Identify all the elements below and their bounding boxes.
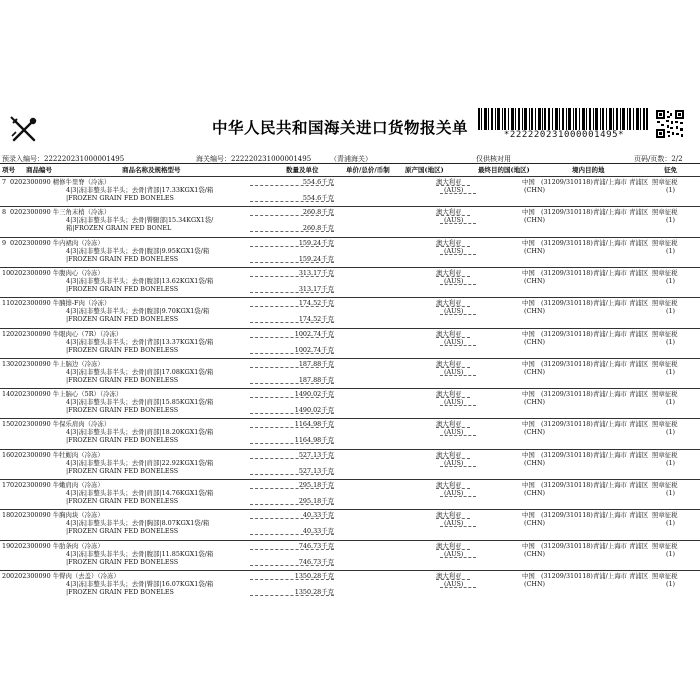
row-origin: 澳大利亚 bbox=[436, 511, 462, 520]
row-code-name: 0202300090 牛臀肉（去盖）（冷冻） bbox=[10, 571, 120, 580]
dashed-underline bbox=[436, 367, 470, 368]
row-code-name: 0202300090 牛内裙肉（冷冻） bbox=[10, 238, 104, 247]
row-spec-line2: |FROZEN GRAIN FED BONELESS bbox=[66, 254, 179, 263]
row-qty-legal: 1002.74千克 bbox=[294, 329, 334, 338]
row-separator bbox=[0, 267, 700, 268]
column-header-name-spec: 商品名称及规格型号 bbox=[122, 166, 181, 174]
row-origin-code: (AUS) bbox=[444, 428, 464, 437]
row-domestic-destination: (31209/310118)青浦/上海市 青浦区 bbox=[541, 541, 649, 550]
dashed-underline bbox=[440, 314, 476, 315]
dashed-underline bbox=[440, 496, 476, 497]
dashed-underline bbox=[250, 549, 334, 550]
dashed-underline bbox=[436, 488, 470, 489]
table-row bbox=[0, 388, 700, 418]
row-seq: 9 bbox=[2, 238, 7, 247]
row-destination: 中国 bbox=[522, 359, 535, 368]
row-destination: 中国 bbox=[522, 541, 535, 550]
row-domestic-destination: (31209/310118)青浦/上海市 青浦区 bbox=[541, 481, 649, 489]
dashed-underline bbox=[440, 435, 476, 436]
row-origin-code: (AUS) bbox=[444, 367, 464, 376]
row-exemption-code: (1) bbox=[666, 549, 676, 558]
row-exemption: 照章征税 bbox=[652, 268, 678, 277]
dashed-underline bbox=[250, 474, 334, 475]
row-qty-legal: 1490.02千克 bbox=[294, 390, 334, 399]
row-spec-line1: 4|3|冻|非整头非半头；去骨|肩部|15.85KGX1袋/箱 bbox=[66, 398, 214, 407]
row-exemption-code: (1) bbox=[666, 307, 676, 316]
row-spec-line1: 4|3|冻|非整头非半头；去骨|肩部|22.92KGX1袋/箱 bbox=[66, 458, 214, 467]
row-code-name: 0202300090 牛三角末梢（冷冻） bbox=[10, 208, 111, 217]
customs-number: 海关编号：222220231000001495 bbox=[196, 155, 312, 163]
row-qty-legal: 554.6千克 bbox=[302, 178, 334, 186]
dashed-underline bbox=[250, 443, 334, 444]
row-qty-declared: 260.8千克 bbox=[302, 224, 334, 233]
column-header-domestic-destination: 境内目的地 bbox=[572, 166, 605, 174]
dashed-underline bbox=[250, 488, 334, 489]
row-destination: 中国 bbox=[522, 390, 535, 399]
row-origin: 澳大利亚 bbox=[436, 329, 462, 338]
table-row bbox=[0, 418, 700, 448]
dashed-underline bbox=[250, 397, 334, 398]
dashed-underline bbox=[250, 383, 334, 384]
table-row bbox=[0, 570, 700, 600]
row-exemption: 照章征税 bbox=[652, 359, 678, 368]
row-qty-declared: 159.24千克 bbox=[298, 254, 334, 263]
row-destination-code: (CHN) bbox=[524, 276, 546, 285]
row-destination-code: (CHN) bbox=[524, 367, 546, 376]
dashed-underline bbox=[250, 518, 334, 519]
row-domestic-destination: (31209/310118)青浦/上海市 青浦区 bbox=[541, 238, 649, 247]
row-domestic-destination: (31209/310118)青浦/上海市 青浦区 bbox=[541, 571, 649, 580]
barcode-icon bbox=[478, 108, 648, 130]
row-spec-line2: |FROZEN GRAIN FED BONELESS bbox=[66, 406, 179, 415]
row-origin-code: (AUS) bbox=[444, 519, 464, 528]
row-code-name: 0202300090 牛眼肉心（7R）（冷冻） bbox=[10, 329, 123, 338]
row-qty-legal: 159.24千克 bbox=[298, 238, 334, 247]
row-qty-declared: 527.13千克 bbox=[298, 466, 334, 475]
dashed-underline bbox=[436, 215, 470, 216]
row-origin: 澳大利亚 bbox=[436, 208, 462, 217]
row-qty-declared: 1490.02千克 bbox=[294, 406, 334, 415]
row-exemption: 照章征税 bbox=[652, 178, 678, 186]
dashed-underline bbox=[250, 427, 334, 428]
row-seq: 11 bbox=[2, 299, 11, 308]
row-destination: 中国 bbox=[522, 481, 535, 489]
row-spec-line2: |FROZEN GRAIN FED BONELES bbox=[66, 194, 174, 202]
row-spec-line2: |FROZEN GRAIN FED BONELESS bbox=[66, 436, 179, 445]
row-domestic-destination: (31209/310118)青浦/上海市 青浦区 bbox=[541, 359, 649, 368]
row-domestic-destination: (31209/310118)青浦/上海市 青浦区 bbox=[541, 390, 649, 399]
dashed-underline bbox=[436, 579, 470, 580]
column-header-hs-code: 商品编号 bbox=[26, 166, 52, 174]
dashed-underline bbox=[436, 518, 470, 519]
row-domestic-destination: (31209/310118)青浦/上海市 青浦区 bbox=[541, 208, 649, 217]
row-qty-legal: 174.52千克 bbox=[298, 299, 334, 308]
row-domestic-destination: (31209/310118)青浦/上海市 青浦区 bbox=[541, 420, 649, 429]
row-exemption-code: (1) bbox=[666, 246, 676, 255]
row-destination-code: (CHN) bbox=[524, 186, 546, 194]
column-header-price-currency: 单价/总价/币制 bbox=[346, 166, 390, 174]
row-origin-code: (AUS) bbox=[444, 549, 464, 558]
dashed-underline bbox=[250, 413, 334, 414]
row-exemption: 照章征税 bbox=[652, 450, 678, 459]
row-qty-declared: 313.17千克 bbox=[298, 284, 334, 293]
row-spec-line2: |FROZEN GRAIN FED BONELESS bbox=[66, 557, 179, 566]
row-qty-declared: 746.73千克 bbox=[298, 557, 334, 566]
row-qty-legal: 1164.98千克 bbox=[294, 420, 334, 429]
row-qty-legal: 187.88千克 bbox=[298, 359, 334, 368]
row-spec-line2: |FROZEN GRAIN FED BONELESS bbox=[66, 466, 179, 475]
row-qty-declared: 174.52千克 bbox=[298, 315, 334, 324]
dashed-underline bbox=[440, 587, 476, 588]
row-spec-line1: 4|3|冻|非整头非半头；去骨|腹部|13.62KGX1袋/箱 bbox=[66, 276, 214, 285]
row-qty-declared: 1164.98千克 bbox=[294, 436, 334, 445]
row-exemption: 照章征税 bbox=[652, 299, 678, 308]
row-origin: 澳大利亚 bbox=[436, 450, 462, 459]
qr-code-icon bbox=[656, 110, 684, 138]
row-code-name: 0202300090 牛上脑心（5R）（冷冻） bbox=[10, 390, 123, 399]
row-origin: 澳大利亚 bbox=[436, 481, 462, 489]
row-spec-line2: |FROZEN GRAIN FED BONELESS bbox=[66, 315, 179, 324]
row-separator bbox=[0, 358, 700, 359]
row-exemption-code: (1) bbox=[666, 428, 676, 437]
row-seq: 17 bbox=[2, 481, 11, 489]
row-seq: 16 bbox=[2, 450, 11, 459]
row-separator bbox=[0, 449, 700, 450]
row-spec-line1: 4|3|冻|非整头非半头；去骨|肩部|18.20KGX1袋/箱 bbox=[66, 428, 214, 437]
dashed-underline bbox=[436, 397, 470, 398]
row-origin: 澳大利亚 bbox=[436, 238, 462, 247]
row-qty-legal: 40.33千克 bbox=[302, 511, 334, 520]
table-row bbox=[0, 358, 700, 388]
row-qty-declared: 187.88千克 bbox=[298, 375, 334, 384]
dashed-underline bbox=[440, 254, 476, 255]
dashed-underline bbox=[250, 246, 334, 247]
row-exemption-code: (1) bbox=[666, 458, 676, 467]
row-qty-legal: 1350.28千克 bbox=[294, 571, 334, 580]
row-destination-code: (CHN) bbox=[524, 489, 546, 497]
row-spec-line2: 箱|FROZEN GRAIN FED BONEL bbox=[66, 224, 172, 233]
table-row bbox=[0, 479, 700, 509]
row-spec-line2: |FROZEN GRAIN FED BONELESS bbox=[66, 375, 179, 384]
row-code-name: 0202300090 牛牡蛎肉（冷冻） bbox=[10, 450, 104, 459]
column-header-final-destination: 最终目的国(地区) bbox=[478, 166, 530, 174]
row-seq: 14 bbox=[2, 390, 11, 399]
dashed-underline bbox=[250, 201, 334, 202]
row-destination: 中国 bbox=[522, 329, 535, 338]
preentry-number: 预录入编号：222220231000001495 bbox=[2, 155, 125, 163]
dashed-underline bbox=[250, 322, 334, 323]
row-domestic-destination: (31209/310118)青浦/上海市 青浦区 bbox=[541, 299, 649, 308]
dashed-underline bbox=[440, 405, 476, 406]
row-origin: 澳大利亚 bbox=[436, 390, 462, 399]
row-separator bbox=[0, 237, 700, 238]
row-separator bbox=[0, 176, 700, 177]
row-code-name: 0202300090 牛上脑边（冷冻） bbox=[10, 359, 104, 368]
row-exemption-code: (1) bbox=[666, 398, 676, 407]
row-origin-code: (AUS) bbox=[444, 246, 464, 255]
dashed-underline bbox=[440, 284, 476, 285]
row-origin: 澳大利亚 bbox=[436, 571, 462, 580]
dashed-underline bbox=[250, 534, 334, 535]
table-row bbox=[0, 449, 700, 479]
row-exemption: 照章征税 bbox=[652, 481, 678, 489]
row-seq: 19 bbox=[2, 541, 11, 550]
row-exemption: 照章征税 bbox=[652, 238, 678, 247]
row-separator bbox=[0, 540, 700, 541]
row-code-name: 0202300090 牛嫩肩肉（冷冻） bbox=[10, 481, 104, 489]
row-exemption: 照章征税 bbox=[652, 329, 678, 338]
row-exemption-code: (1) bbox=[666, 367, 676, 376]
dashed-underline bbox=[436, 427, 470, 428]
dashed-underline bbox=[440, 223, 476, 224]
table-row bbox=[0, 267, 700, 297]
column-header-qty-unit: 数量及单位 bbox=[286, 166, 319, 174]
dashed-underline bbox=[436, 276, 470, 277]
table-row bbox=[0, 328, 700, 358]
page-info: 页码/页数：2/2 bbox=[634, 155, 683, 163]
row-exemption: 照章征税 bbox=[652, 390, 678, 399]
row-exemption: 照章征税 bbox=[652, 541, 678, 550]
row-destination-code: (CHN) bbox=[524, 549, 546, 558]
dashed-underline bbox=[250, 215, 334, 216]
row-destination: 中国 bbox=[522, 511, 535, 520]
row-spec-line2: |FROZEN GRAIN FED BONELESS bbox=[66, 345, 179, 354]
row-spec-line1: 4|3|冻|非整头非半头；去骨|肩部|14.76KGX1袋/箱 bbox=[66, 489, 214, 497]
row-destination: 中国 bbox=[522, 268, 535, 277]
row-destination-code: (CHN) bbox=[524, 246, 546, 255]
row-code-name: 0202300090 牛腹肉心（冷冻） bbox=[10, 268, 104, 277]
row-destination: 中国 bbox=[522, 571, 535, 580]
table-row bbox=[0, 297, 700, 327]
row-spec-line1: 4|3|冻|非整头非半头；去骨|臀腿部|15.34KGX1袋/ bbox=[66, 216, 214, 225]
row-separator bbox=[0, 388, 700, 389]
row-code-name: 0202300090 精修牛里脊（冷冻） bbox=[10, 178, 111, 186]
row-origin-code: (AUS) bbox=[444, 579, 464, 588]
row-spec-line2: |FROZEN GRAIN FED BONELESS bbox=[66, 497, 179, 505]
row-origin: 澳大利亚 bbox=[436, 420, 462, 429]
row-seq: 18 bbox=[2, 511, 11, 520]
row-origin-code: (AUS) bbox=[444, 276, 464, 285]
row-destination: 中国 bbox=[522, 299, 535, 308]
row-origin-code: (AUS) bbox=[444, 307, 464, 316]
verification-note: 仅供核对用 bbox=[476, 155, 511, 163]
row-seq: 20 bbox=[2, 571, 11, 580]
row-qty-declared: 1002.74千克 bbox=[294, 345, 334, 354]
row-destination: 中国 bbox=[522, 208, 535, 217]
dashed-underline bbox=[440, 193, 476, 194]
table-row bbox=[0, 206, 700, 236]
row-spec-line1: 4|3|冻|非整头非半头；去骨|背部|17.33KGX1袋/箱 bbox=[66, 186, 214, 194]
dashed-underline bbox=[436, 549, 470, 550]
row-origin: 澳大利亚 bbox=[436, 299, 462, 308]
table-row bbox=[0, 509, 700, 539]
row-spec-line2: |FROZEN GRAIN FED BONELES bbox=[66, 587, 174, 596]
row-destination-code: (CHN) bbox=[524, 216, 546, 225]
row-domestic-destination: (31209/310118)青浦/上海市 青浦区 bbox=[541, 450, 649, 459]
row-qty-legal: 295.18千克 bbox=[298, 481, 334, 489]
table-row bbox=[0, 176, 700, 206]
column-header-exemption: 征免 bbox=[664, 166, 677, 174]
row-separator bbox=[0, 328, 700, 329]
dashed-underline bbox=[250, 504, 334, 505]
row-exemption: 照章征税 bbox=[652, 571, 678, 580]
row-destination-code: (CHN) bbox=[524, 579, 546, 588]
row-destination: 中国 bbox=[522, 420, 535, 429]
dashed-underline bbox=[250, 306, 334, 307]
row-domestic-destination: (31209/310118)青浦/上海市 青浦区 bbox=[541, 511, 649, 520]
row-seq: 8 bbox=[2, 208, 7, 217]
row-origin-code: (AUS) bbox=[444, 216, 464, 225]
column-header-origin: 原产国(地区) bbox=[405, 166, 444, 174]
row-spec-line1: 4|3|冻|非整头非半头；去骨|胸部|8.07KGX1袋/箱 bbox=[66, 519, 210, 528]
row-code-name: 0202300090 牛肋条肉（冷冻） bbox=[10, 541, 104, 550]
row-destination-code: (CHN) bbox=[524, 519, 546, 528]
row-destination: 中国 bbox=[522, 178, 535, 186]
row-seq: 12 bbox=[2, 329, 11, 338]
dashed-underline bbox=[250, 292, 334, 293]
row-separator bbox=[0, 479, 700, 480]
dashed-underline bbox=[436, 337, 470, 338]
row-exemption: 照章征税 bbox=[652, 420, 678, 429]
row-qty-legal: 527.13千克 bbox=[298, 450, 334, 459]
row-spec-line1: 4|3|冻|非整头非半头；去骨|肩部|17.08KGX1袋/箱 bbox=[66, 367, 214, 376]
row-spec-line1: 4|3|冻|非整头非半头；去骨|背部|13.37KGX1袋/箱 bbox=[66, 337, 214, 346]
row-destination-code: (CHN) bbox=[524, 458, 546, 467]
header-rule bbox=[0, 163, 700, 164]
row-origin: 澳大利亚 bbox=[436, 541, 462, 550]
dashed-underline bbox=[250, 353, 334, 354]
row-domestic-destination: (31209/310118)青浦/上海市 青浦区 bbox=[541, 329, 649, 338]
row-spec-line1: 4|3|冻|非整头非半头；去骨|臀部|16.07KGX1袋/箱 bbox=[66, 579, 214, 588]
row-spec-line2: |FROZEN GRAIN FED BONELESS bbox=[66, 284, 179, 293]
row-destination-code: (CHN) bbox=[524, 398, 546, 407]
row-exemption-code: (1) bbox=[666, 186, 676, 194]
row-origin-code: (AUS) bbox=[444, 458, 464, 467]
row-exemption-code: (1) bbox=[666, 337, 676, 346]
dashed-underline bbox=[250, 565, 334, 566]
table-row bbox=[0, 237, 700, 267]
dashed-underline bbox=[440, 526, 476, 527]
dashed-underline bbox=[440, 375, 476, 376]
customs-office: （青浦海关） bbox=[330, 155, 372, 163]
table-row bbox=[0, 540, 700, 570]
row-origin-code: (AUS) bbox=[444, 337, 464, 346]
row-destination: 中国 bbox=[522, 238, 535, 247]
row-seq: 13 bbox=[2, 359, 11, 368]
row-code-name: 0202300090 牛胸肉块（冷冻） bbox=[10, 511, 104, 520]
row-spec-line2: |FROZEN GRAIN FED BONELESS bbox=[66, 527, 179, 536]
row-qty-declared: 554.6千克 bbox=[302, 194, 334, 202]
row-destination-code: (CHN) bbox=[524, 337, 546, 346]
row-code-name: 0202300090 牛保乐肩肉（冷冻） bbox=[10, 420, 111, 429]
dashed-underline bbox=[250, 579, 334, 580]
row-qty-declared: 295.18千克 bbox=[298, 497, 334, 505]
row-destination-code: (CHN) bbox=[524, 428, 546, 437]
dashed-underline bbox=[250, 276, 334, 277]
document-title: 中华人民共和国海关进口货物报关单 bbox=[211, 118, 468, 137]
row-exemption: 照章征税 bbox=[652, 511, 678, 520]
dashed-underline bbox=[436, 306, 470, 307]
row-code-name: 0202300090 牛腩排-F肉（冷冻） bbox=[10, 299, 111, 308]
row-origin-code: (AUS) bbox=[444, 186, 464, 194]
row-spec-line1: 4|3|冻|非整头非半头；去骨|腹部|9.95KGX1袋/箱 bbox=[66, 246, 210, 255]
row-origin: 澳大利亚 bbox=[436, 178, 462, 186]
barcode-number: *222220231000001495* bbox=[503, 130, 625, 140]
dashed-underline bbox=[250, 458, 334, 459]
row-seq: 10 bbox=[2, 268, 11, 277]
row-qty-legal: 260.8千克 bbox=[302, 208, 334, 217]
dashed-underline bbox=[250, 595, 334, 596]
row-spec-line1: 4|3|冻|非整头非半头；去骨|腹部|11.85KGX1袋/箱 bbox=[66, 549, 214, 558]
row-origin: 澳大利亚 bbox=[436, 359, 462, 368]
column-header-seq: 项号 bbox=[2, 166, 15, 174]
dashed-underline bbox=[250, 337, 334, 338]
row-separator bbox=[0, 570, 700, 571]
row-origin-code: (AUS) bbox=[444, 489, 464, 497]
row-exemption-code: (1) bbox=[666, 579, 676, 588]
row-destination: 中国 bbox=[522, 450, 535, 459]
row-exemption-code: (1) bbox=[666, 519, 676, 528]
dashed-underline bbox=[436, 246, 470, 247]
row-destination-code: (CHN) bbox=[524, 307, 546, 316]
row-qty-legal: 313.17千克 bbox=[298, 268, 334, 277]
dashed-underline bbox=[436, 458, 470, 459]
dashed-underline bbox=[250, 231, 334, 232]
row-exemption: 照章征税 bbox=[652, 208, 678, 217]
row-qty-declared: 1350.28千克 bbox=[294, 587, 334, 596]
row-exemption-code: (1) bbox=[666, 276, 676, 285]
dashed-underline bbox=[250, 262, 334, 263]
row-exemption-code: (1) bbox=[666, 216, 676, 225]
dashed-underline bbox=[250, 185, 334, 186]
row-exemption-code: (1) bbox=[666, 489, 676, 497]
dashed-underline bbox=[440, 345, 476, 346]
row-seq: 7 bbox=[2, 178, 7, 186]
dashed-underline bbox=[440, 466, 476, 467]
row-seq: 15 bbox=[2, 420, 11, 429]
row-domestic-destination: (31209/310118)青浦/上海市 青浦区 bbox=[541, 178, 649, 186]
row-origin-code: (AUS) bbox=[444, 398, 464, 407]
row-domestic-destination: (31209/310118)青浦/上海市 青浦区 bbox=[541, 268, 649, 277]
row-qty-declared: 40.33千克 bbox=[302, 527, 334, 536]
dashed-underline bbox=[440, 557, 476, 558]
customs-emblem-icon bbox=[6, 112, 42, 148]
row-spec-line1: 4|3|冻|非整头非半头；去骨|腹部|9.70KGX1袋/箱 bbox=[66, 307, 210, 316]
dashed-underline bbox=[436, 185, 470, 186]
row-origin: 澳大利亚 bbox=[436, 268, 462, 277]
row-qty-legal: 746.73千克 bbox=[298, 541, 334, 550]
dashed-underline bbox=[250, 367, 334, 368]
